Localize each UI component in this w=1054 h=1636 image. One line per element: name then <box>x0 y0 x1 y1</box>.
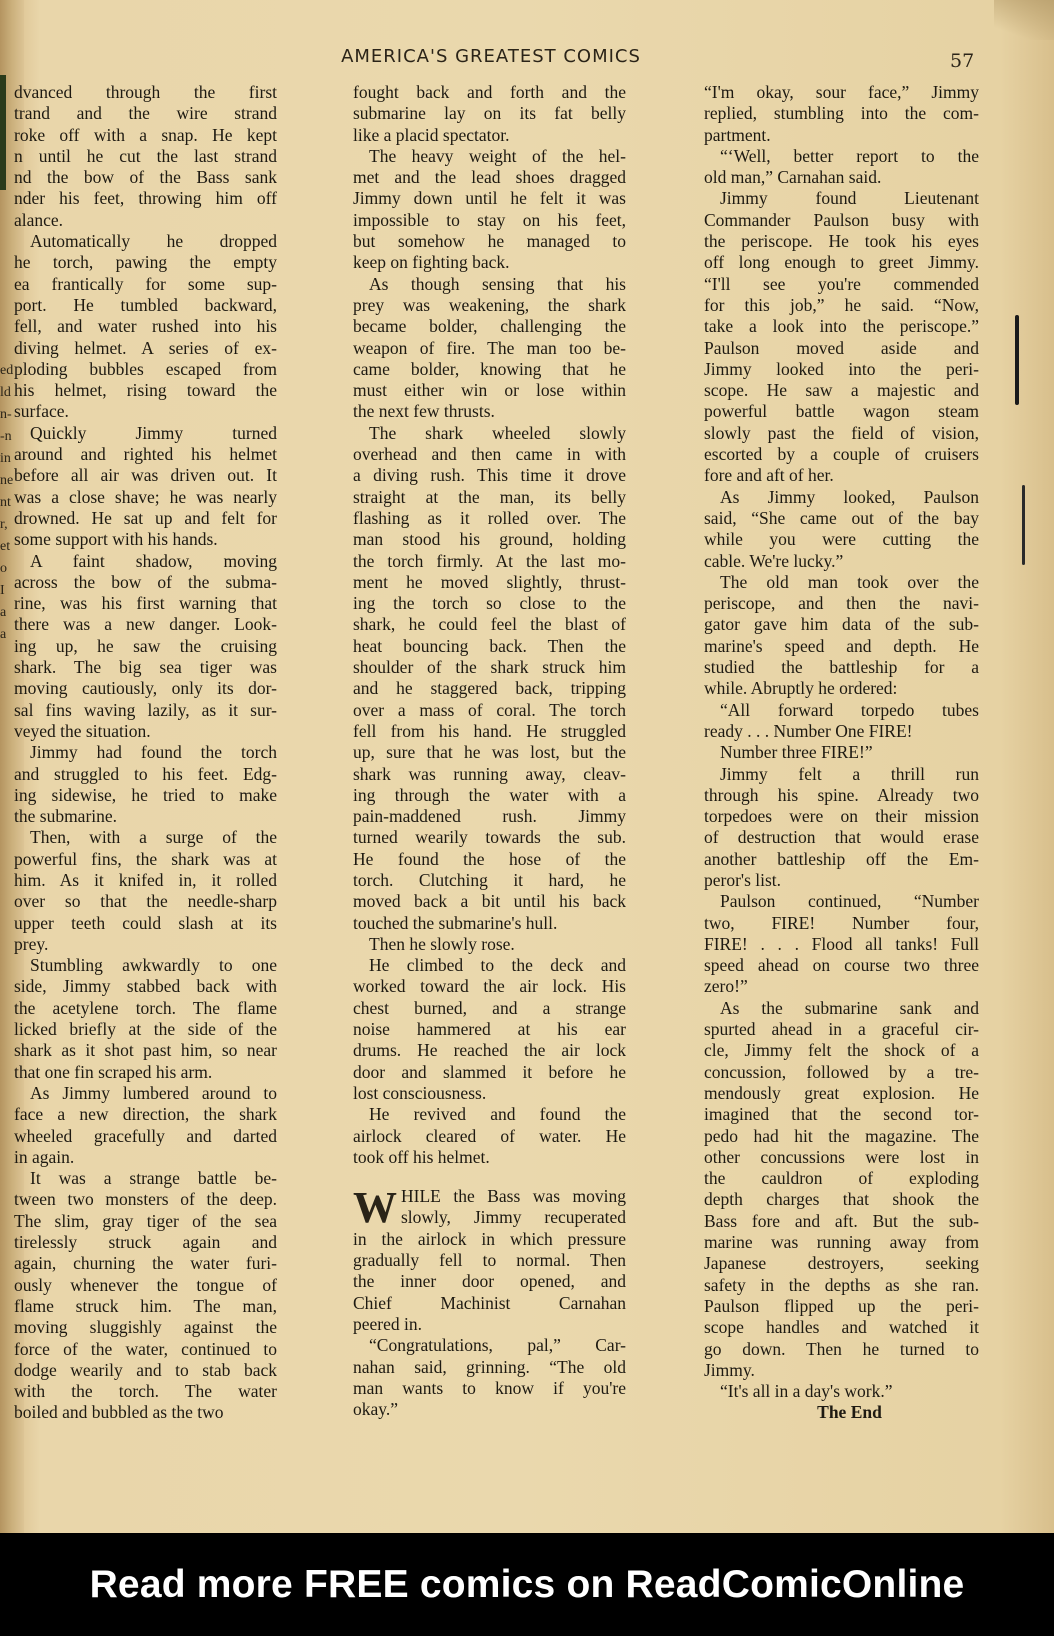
text-line: moved back a bit until his back <box>353 891 626 912</box>
text-line: He revived and found the <box>369 1104 626 1125</box>
text-line: torch. Clutching it hard, he <box>353 869 626 890</box>
text-line: take a look into the periscope.” <box>704 316 979 337</box>
text-line: Jimmy down until he felt it was <box>353 188 626 209</box>
text-line: FIRE! . . . Flood all tanks! Full <box>704 933 979 954</box>
text-line: veyed the situation. <box>14 720 151 741</box>
page-corner-shadow <box>994 0 1054 40</box>
text-line: moving cautiously, only its dor- <box>14 678 277 699</box>
text-line: Jimmy looked into the peri- <box>704 358 979 379</box>
text-line: nder his feet, throwing him off <box>14 188 277 209</box>
text-line: gator gave him data of the sub- <box>704 614 979 635</box>
margin-fragment: nt <box>0 495 11 510</box>
text-line: ready . . . Number One FIRE! <box>704 720 913 741</box>
text-line: shark was running away, cleav- <box>353 763 626 784</box>
text-line: side, Jimmy stabbed back with <box>14 976 277 997</box>
text-line: around and righted his helmet <box>14 444 277 465</box>
text-line: through his spine. Already two <box>704 784 979 805</box>
text-line: moving sluggishly against the <box>14 1317 277 1338</box>
text-line: ing the torch so close to the <box>353 593 626 614</box>
text-line: like a placid spectator. <box>353 124 510 145</box>
text-line: powerful fins, the shark was at <box>14 848 277 869</box>
margin-fragment: a <box>0 627 7 642</box>
text-line: The slim, gray tiger of the sea <box>14 1210 277 1231</box>
margin-mark <box>1022 485 1025 565</box>
text-line: Japanese destroyers, seeking <box>704 1253 979 1274</box>
text-line: impossible to stay on his feet, <box>353 209 626 230</box>
text-line: speed ahead on course two three <box>704 955 979 976</box>
text-line: the inner door opened, and <box>353 1271 626 1292</box>
text-line: cle, Jimmy felt the shock of a <box>704 1040 979 1061</box>
text-line: flashing as it rolled over. The <box>353 507 626 528</box>
text-line: The old man took over the <box>720 571 979 592</box>
text-line: chest burned, and a strange <box>353 997 626 1018</box>
promo-footer[interactable] <box>0 1533 1054 1636</box>
text-line: noise hammered at his ear <box>353 1019 626 1040</box>
text-line: HILE the Bass was moving <box>401 1186 626 1207</box>
text-line: submarine lay on its fat belly <box>353 103 626 124</box>
margin-fragment: ed <box>0 363 14 378</box>
text-line: The shark wheeled slowly <box>369 422 626 443</box>
text-line: while. Abruptly he ordered: <box>704 678 898 699</box>
text-line: flame struck him. The man, <box>14 1295 277 1316</box>
text-line: powerful battle wagon steam <box>704 401 979 422</box>
text-line: dvanced through the first <box>14 82 277 102</box>
text-line: shark as it shot past him, so near <box>14 1040 277 1061</box>
text-line: prey was weakening, the shark <box>353 294 626 315</box>
text-line: Commander Paulson busy with <box>704 209 979 230</box>
text-line: slowly past the field of vision, <box>704 422 979 443</box>
text-line: Jimmy had found the torch <box>30 742 277 763</box>
text-line: and he staggered back, tripping <box>353 678 626 699</box>
text-line: the submarine. <box>14 806 118 827</box>
text-line: overhead and then came in with <box>353 444 626 465</box>
text-line: prey. <box>14 933 49 954</box>
text-line: The heavy weight of the hel- <box>369 145 626 166</box>
text-line: Paulson moved aside and <box>704 337 979 358</box>
text-line: ously whenever the tongue of <box>14 1274 277 1295</box>
text-line: Automatically he dropped <box>30 231 277 252</box>
text-line: “‘Well, better report to the <box>720 145 979 166</box>
text-line: Jimmy found Lieutenant <box>720 188 979 209</box>
margin-fragment: a <box>0 605 7 620</box>
text-line: met and the lead shoes dragged <box>353 167 626 188</box>
text-line: while you were cutting the <box>704 529 979 550</box>
text-line: The End <box>817 1402 882 1423</box>
text-line: cable. We're lucky.” <box>704 550 844 571</box>
text-line: slowly, Jimmy recuperated <box>401 1207 626 1228</box>
text-line: sal fins waving lazily, as it sur- <box>14 699 277 720</box>
text-line: shoulder of the shark struck him <box>353 657 626 678</box>
text-line: the acetylene torch. The flame <box>14 997 277 1018</box>
text-line: partment. <box>704 124 771 145</box>
text-line: As though sensing that his <box>369 273 626 294</box>
text-line: alance. <box>14 209 64 230</box>
text-line: fought back and forth and the <box>353 82 626 102</box>
text-line: zero!” <box>704 976 748 997</box>
text-line: two, FIRE! Number four, <box>704 912 979 933</box>
text-line: took off his helmet. <box>353 1146 490 1167</box>
margin-fragment: ne <box>0 473 14 488</box>
text-line: keep on fighting back. <box>353 252 510 273</box>
text-line: off long enough to greet Jimmy. <box>704 252 979 273</box>
text-line: nahan said, grinning. “The old <box>353 1356 626 1377</box>
text-line: Then he slowly rose. <box>369 933 515 954</box>
text-line: other concussions were lost in <box>704 1146 979 1167</box>
text-line: upper teeth could slash at its <box>14 912 277 933</box>
text-line: imagined that the second tor- <box>704 1104 979 1125</box>
text-line: As Jimmy lumbered around to <box>30 1082 277 1103</box>
text-line: He climbed to the deck and <box>369 955 626 976</box>
text-line: man wants to know if you're <box>353 1377 626 1398</box>
text-line: fell from his hand. He struggled <box>353 720 626 741</box>
margin-fragment: -n <box>0 429 12 444</box>
text-line: a diving rush. This time it drove <box>353 465 626 486</box>
text-line: pedo had hit the magazine. The <box>704 1125 979 1146</box>
text-line: dodge wearily and to stab back <box>14 1359 277 1380</box>
text-line: trand and the wire strand <box>14 103 277 124</box>
text-line: Paulson flipped up the peri- <box>704 1295 979 1316</box>
text-line: drowned. He sat up and felt for <box>14 507 277 528</box>
text-line: airlock cleared of water. He <box>353 1125 626 1146</box>
margin-fragments <box>0 360 12 646</box>
text-line: Stumbling awkwardly to one <box>30 955 277 976</box>
text-line: Chief Machinist Carnahan <box>353 1292 626 1313</box>
text-line: torpedoes were on their mission <box>704 806 979 827</box>
text-line: licked briefly at the side of the <box>14 1019 277 1040</box>
text-line: studied the battleship for a <box>704 657 979 678</box>
text-line: his helmet, rising toward the <box>14 380 277 401</box>
text-line: ing sidewise, he tried to make <box>14 784 277 805</box>
text-line: fore and aft of her. <box>704 465 834 486</box>
text-line: force of the water, continued to <box>14 1338 277 1359</box>
text-line: “I'll see you're commended <box>704 273 979 294</box>
text-line: across the bow of the subma- <box>14 571 277 592</box>
text-line: ea frantically for some sup- <box>14 273 277 294</box>
text-line: ploding bubbles escaped from <box>14 358 277 379</box>
margin-fragment: I <box>0 583 5 598</box>
text-line: scope handles and watched it <box>704 1317 979 1338</box>
text-line: nd the bow of the Bass sank <box>14 167 277 188</box>
text-line: surface. <box>14 401 69 422</box>
text-line: he torch, pawing the empty <box>14 252 277 273</box>
text-line: touched the submarine's hull. <box>353 912 558 933</box>
text-line: of destruction that would erase <box>704 827 979 848</box>
text-line: “I'm okay, sour face,” Jimmy <box>704 82 979 102</box>
text-line: It was a strange battle be- <box>30 1168 277 1189</box>
text-line: tirelessly struck again and <box>14 1232 277 1253</box>
margin-fragment: in <box>0 451 11 466</box>
text-line: escorted by a couple of cruisers <box>704 444 979 465</box>
margin-fragment: n- <box>0 407 12 422</box>
text-line: pain-maddened rush. Jimmy <box>353 806 626 827</box>
text-line: said, “She came out of the bay <box>704 507 979 528</box>
text-line: Bass fore and aft. But the sub- <box>704 1210 979 1231</box>
margin-fragment: ld <box>0 385 11 400</box>
text-line: with the torch. The water <box>14 1381 277 1402</box>
text-line: in again. <box>14 1146 75 1167</box>
text-line: concussion, followed by a tre- <box>704 1061 979 1082</box>
text-line: heat bouncing back. Then the <box>353 635 626 656</box>
text-line: diving helmet. A series of ex- <box>14 337 277 358</box>
margin-fragment: et <box>0 539 11 554</box>
text-line: shark. The big sea tiger was <box>14 657 277 678</box>
text-line: Number three FIRE!” <box>720 742 873 763</box>
text-line: there was a new danger. Look- <box>14 614 277 635</box>
text-line: over a mass of coral. The torch <box>353 699 626 720</box>
text-line: depth charges that shook the <box>704 1189 979 1210</box>
text-line: man stood his ground, holding <box>353 529 626 550</box>
text-line: before all air was driven out. It <box>14 465 277 486</box>
text-line: straight at the man, its belly <box>353 486 626 507</box>
text-line: the torch firmly. At the last mo- <box>353 550 626 571</box>
text-line: safety in the depths as she ran. <box>704 1274 979 1295</box>
text-line: “All forward torpedo tubes <box>720 699 979 720</box>
text-line: was a close shave; he was nearly <box>14 486 277 507</box>
text-line: A faint shadow, moving <box>30 550 277 571</box>
text-line: the next few thrusts. <box>353 401 495 422</box>
text-line: spurted ahead in a graceful cir- <box>704 1019 979 1040</box>
running-head: AMERICA'S GREATEST COMICS <box>341 46 641 67</box>
text-line: and struggled to his feet. Edg- <box>14 763 277 784</box>
text-line: ing through the water with a <box>353 784 626 805</box>
section-break-block <box>353 1183 626 1420</box>
text-line: tween two monsters of the deep. <box>14 1189 277 1210</box>
text-line: for this job,” he said. “Now, <box>704 294 979 315</box>
drop-cap: W <box>353 1183 397 1233</box>
text-line: that one fin scraped his arm. <box>14 1061 213 1082</box>
text-line: gradually fell to normal. Then <box>353 1250 626 1271</box>
text-line: “It's all in a day's work.” <box>720 1381 893 1402</box>
text-line: worked toward the air lock. His <box>353 976 626 997</box>
text-line: port. He tumbled backward, <box>14 294 277 315</box>
text-line: rine, was his first warning that <box>14 593 277 614</box>
text-line: over so that the needle-sharp <box>14 891 277 912</box>
text-line: replied, stumbling into the com- <box>704 103 979 124</box>
text-line: became bolder, challenging the <box>353 316 626 337</box>
text-line: periscope, and then the navi- <box>704 593 979 614</box>
margin-fragment: r, <box>0 517 8 532</box>
text-line: must either win or lose within <box>353 380 626 401</box>
text-line: drums. He reached the air lock <box>353 1040 626 1061</box>
text-line: Paulson continued, “Number <box>720 891 979 912</box>
margin-fragment: o <box>0 561 7 576</box>
text-line: ing up, he saw the cruising <box>14 635 277 656</box>
text-line: As Jimmy looked, Paulson <box>720 486 979 507</box>
text-line: the cauldron of exploding <box>704 1168 979 1189</box>
text-line: fell, and water rushed into his <box>14 316 277 337</box>
text-line: door and slammed it before he <box>353 1061 626 1082</box>
text-line: shark, he could feel the blast of <box>353 614 626 635</box>
text-line: came bolder, knowing that he <box>353 358 626 379</box>
text-column-2 <box>353 82 626 1420</box>
text-line: him. As it knifed in, it rolled <box>14 869 277 890</box>
text-line: As the submarine sank and <box>720 997 979 1018</box>
text-line: wheeled gracefully and darted <box>14 1125 277 1146</box>
text-line: some support with his hands. <box>14 529 218 550</box>
text-line: old man,” Carnahan said. <box>704 167 882 188</box>
text-line: okay.” <box>353 1399 399 1420</box>
page-number: 57 <box>950 50 975 72</box>
text-line: lost consciousness. <box>353 1082 487 1103</box>
text-line: go down. Then he turned to <box>704 1338 979 1359</box>
text-column-1 <box>14 82 277 1424</box>
text-line: mendously great explosion. He <box>704 1082 979 1103</box>
text-line: weapon of fire. The man too be- <box>353 337 626 358</box>
text-line: Quickly Jimmy turned <box>30 422 277 443</box>
text-line: marine was running away from <box>704 1232 979 1253</box>
text-line: but somehow he managed to <box>353 231 626 252</box>
text-line: n until he cut the last strand <box>14 145 277 166</box>
margin-mark <box>1015 315 1019 405</box>
text-column-2-part-a <box>353 82 626 1168</box>
text-line: again, churning the water furi- <box>14 1253 277 1274</box>
text-line: the periscope. He took his eyes <box>704 231 979 252</box>
text-line: peror's list. <box>704 869 782 890</box>
text-line: peered in. <box>353 1313 422 1334</box>
text-line: Jimmy felt a thrill run <box>720 763 979 784</box>
spine-mark <box>0 75 6 190</box>
text-line: “Congratulations, pal,” Car- <box>369 1335 626 1356</box>
text-line: in the airlock in which pressure <box>353 1228 626 1249</box>
text-line: face a new direction, the shark <box>14 1104 277 1125</box>
text-line: He found the hose of the <box>353 848 626 869</box>
text-line: Jimmy. <box>704 1359 755 1380</box>
promo-footer-text[interactable]: Read more FREE comics on ReadComicOnline <box>89 1562 965 1606</box>
text-line: boiled and bubbled as the two <box>14 1402 224 1423</box>
text-line: scope. He saw a majestic and <box>704 380 979 401</box>
text-line: turned wearily towards the sub. <box>353 827 626 848</box>
text-line: ment he moved slightly, thrust- <box>353 571 626 592</box>
text-line: Then, with a surge of the <box>30 827 277 848</box>
text-line: roke off with a snap. He kept <box>14 124 277 145</box>
text-line: up, sure that he was lost, but the <box>353 742 626 763</box>
text-line: marine's speed and depth. He <box>704 635 979 656</box>
text-line: another battleship off the Em- <box>704 848 979 869</box>
text-column-3 <box>704 82 979 1424</box>
